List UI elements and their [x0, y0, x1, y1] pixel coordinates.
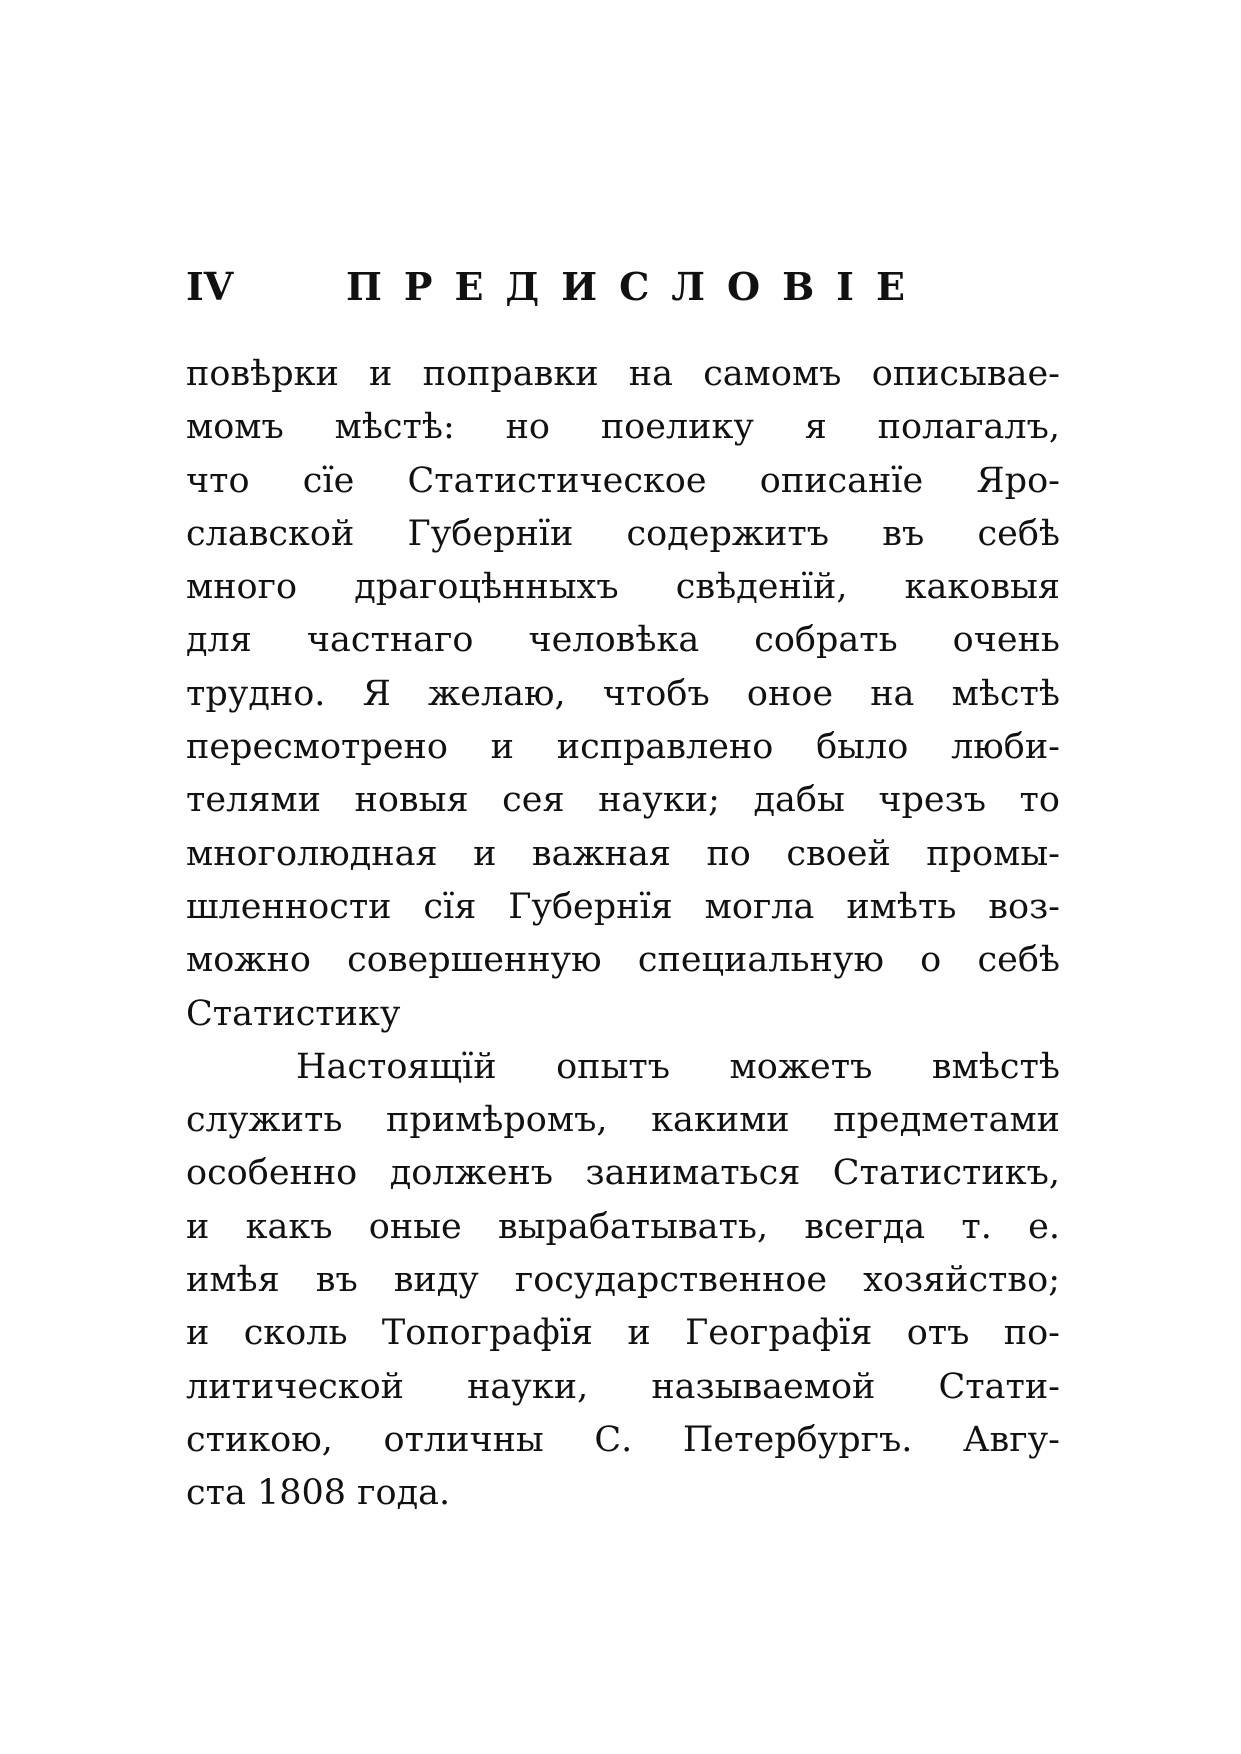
text-line: Настоящїй опытъ можетъ вмѣстѣ: [296, 1046, 1060, 1087]
text-line: пересмотрено и исправлено было люби-: [186, 727, 1060, 768]
text-line: особенно долженъ заниматься Статистикъ,: [186, 1153, 1060, 1194]
text-line: имѣя въ виду государственное хозяйство;: [186, 1260, 1060, 1301]
paragraph-2: [186, 1041, 1060, 1521]
text-line: служить примѣромъ, какими предметами: [186, 1100, 1060, 1141]
text-line: и сколь Топографїя и Географїя отъ по-: [186, 1313, 1060, 1354]
text-line: можно совершенную специальную о себѣ: [186, 940, 1060, 981]
running-title: ПРЕДИСЛОВІЕ: [346, 264, 927, 309]
text-line: ста 1808 года.: [186, 1473, 451, 1514]
text-line: литической науки, называемой Стати-: [186, 1366, 1060, 1407]
paragraph-1: [186, 348, 1060, 1041]
page-number: IV: [186, 264, 234, 309]
text-line: повѣрки и поправки на самомъ описывае-: [186, 354, 1060, 394]
text-line: трудно. Я желаю, чтобъ оное на мѣстѣ: [186, 673, 1060, 714]
text-line: момъ мѣстѣ: но поелику я полагалъ,: [186, 407, 1060, 448]
text-line: шленности сїя Губернїя могла имѣть воз-: [186, 886, 1060, 927]
text-line: что сїе Статистическое описанїе Яро-: [186, 460, 1060, 501]
text-line: многолюдная и важная по своей промы-: [186, 833, 1060, 874]
body-text: [186, 348, 1060, 1521]
running-head: [186, 262, 1066, 312]
text-line: и какъ оные вырабатывать, всегда т. е.: [186, 1206, 1060, 1247]
text-line: славской Губернїи содержитъ въ себѣ: [186, 513, 1060, 554]
text-line: много драгоцѣнныхъ свѣденїй, каковыя: [186, 567, 1060, 608]
text-line: телями новыя сея науки; дабы чрезъ то: [186, 780, 1060, 821]
text-line: Статистику: [186, 993, 401, 1034]
text-line: стикою, отличны С. Петербургъ. Авгу-: [186, 1419, 1060, 1460]
text-line: для частнаго человѣка собрать очень: [186, 620, 1060, 661]
